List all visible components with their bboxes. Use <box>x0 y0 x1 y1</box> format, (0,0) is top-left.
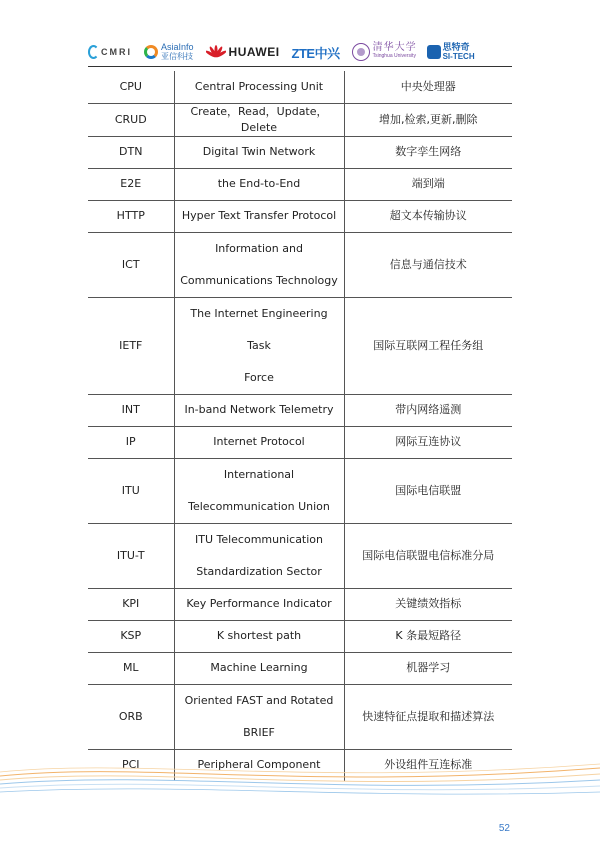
zte-logo-text: ZTE中兴 <box>291 45 340 61</box>
chinese-term-cell: 增加,检索,更新,删除 <box>344 103 512 136</box>
asiainfo-logo-text-en: AsiaInfo <box>161 42 194 52</box>
table-row <box>88 394 512 426</box>
table-row <box>88 523 512 588</box>
page-number: 52 <box>498 823 510 834</box>
table-row <box>88 136 512 168</box>
table-row <box>88 71 512 103</box>
header-rule <box>88 66 512 67</box>
cmri-logo <box>88 45 132 59</box>
english-term-cell <box>174 297 344 394</box>
sitech-mark-icon <box>427 45 441 59</box>
huawei-logo <box>206 44 280 60</box>
table-row <box>88 620 512 652</box>
table-row <box>88 103 512 136</box>
english-term-cell <box>174 458 344 523</box>
english-term-line: Digital Twin Network <box>202 145 316 158</box>
english-term-line: In-band Network Telemetry <box>184 403 334 416</box>
abbr-cell: CRUD <box>88 103 174 136</box>
english-term-cell <box>174 426 344 458</box>
chinese-term-cell: 数字孪生网络 <box>344 136 512 168</box>
abbr-cell: ITU <box>88 458 174 523</box>
tsinghua-seal-icon <box>352 43 370 61</box>
english-term-cell <box>174 200 344 232</box>
asiainfo-ring-icon <box>144 45 158 59</box>
english-term-line: Oriented FAST and Rotated <box>184 693 334 707</box>
table-row <box>88 168 512 200</box>
english-term-line: Create，Read，Update，Delete <box>190 104 328 134</box>
english-term-cell <box>174 232 344 297</box>
chinese-term-cell: 超文本传输协议 <box>344 200 512 232</box>
abbr-cell: ORB <box>88 684 174 749</box>
english-term-line: the End-to-End <box>217 177 301 190</box>
zte-logo <box>292 43 340 62</box>
tsinghua-logo-text-en: Tsinghua University <box>372 53 416 59</box>
english-term-line: Internet Protocol <box>213 435 305 448</box>
abbr-cell: PCI <box>121 758 140 772</box>
cmri-logo-text: CMRI <box>101 47 132 57</box>
english-term-line: Information and <box>215 241 303 255</box>
sitech-logo-text-cn: 思特奇 <box>442 42 470 52</box>
english-term-cell <box>174 620 344 652</box>
english-term-line: Force <box>244 370 274 384</box>
chinese-term-cell: 网际互连协议 <box>344 426 512 458</box>
chinese-term-cell: K 条最短路径 <box>344 620 512 652</box>
abbr-cell: INT <box>88 394 174 426</box>
table-row <box>88 297 512 394</box>
chinese-term-cell: 信息与通信技术 <box>344 232 512 297</box>
table-row <box>88 588 512 620</box>
english-term-cell <box>174 652 344 684</box>
english-term-line: International <box>223 467 295 481</box>
chinese-term-cell: 端到端 <box>344 168 512 200</box>
english-term-cell <box>174 588 344 620</box>
tsinghua-logo <box>352 43 417 61</box>
english-term-cell <box>174 168 344 200</box>
english-term-line: ITU Telecommunication <box>194 532 324 546</box>
english-term-line: The Internet Engineering Task <box>190 306 328 352</box>
english-term-cell <box>174 394 344 426</box>
english-term-line: BRIEF <box>243 725 275 739</box>
english-term-line: Standardization Sector <box>196 564 322 578</box>
english-term-cell <box>174 136 344 168</box>
chinese-term-cell: 国际电信联盟 <box>344 458 512 523</box>
huawei-flower-icon <box>206 44 226 60</box>
english-term-line: Peripheral Component <box>197 758 321 772</box>
sitech-logo <box>427 43 475 61</box>
english-term-line: Central Processing Unit <box>194 79 324 93</box>
chinese-term-cell: 中央处理器 <box>344 71 512 103</box>
table-row <box>88 458 512 523</box>
abbr-cell: HTTP <box>88 200 174 232</box>
chinese-term-cell: 外设组件互连标准 <box>344 749 512 781</box>
english-term-cell <box>174 103 344 136</box>
abbr-cell: E2E <box>88 168 174 200</box>
table-row <box>88 200 512 232</box>
abbr-cell: KSP <box>88 620 174 652</box>
decorative-waves <box>0 756 600 806</box>
partner-logos <box>88 40 518 64</box>
english-term-line: Communications Technology <box>180 273 338 287</box>
abbr-cell: DTN <box>88 136 174 168</box>
abbr-cell: IETF <box>88 297 174 394</box>
table-row <box>88 232 512 297</box>
abbr-cell: IP <box>88 426 174 458</box>
cmri-swoosh-icon <box>88 45 99 59</box>
english-term-line: Telecommunication Union <box>188 499 330 513</box>
abbr-cell: KPI <box>88 588 174 620</box>
english-term-line: K shortest path <box>216 629 302 642</box>
chinese-term-cell: 关键绩效指标 <box>344 588 512 620</box>
chinese-term-cell: 国际电信联盟电信标准分局 <box>344 523 512 588</box>
huawei-logo-text: HUAWEI <box>228 45 280 59</box>
asiainfo-logo <box>144 42 194 62</box>
english-term-line: Machine Learning <box>210 661 308 674</box>
asiainfo-logo-text-cn: 亚信科技 <box>161 52 193 61</box>
table-row <box>88 652 512 684</box>
chinese-term-cell: 国际互联网工程任务组 <box>344 297 512 394</box>
abbreviation-table <box>88 71 512 781</box>
chinese-term-cell: 机器学习 <box>344 652 512 684</box>
english-term-line: Hyper Text Transfer Protocol <box>181 209 337 222</box>
tsinghua-logo-text-cn: 清华大学 <box>372 42 417 53</box>
abbr-cell: CPU <box>88 71 174 103</box>
english-term-cell <box>174 684 344 749</box>
english-term-cell <box>174 71 344 103</box>
chinese-term-cell: 快速特征点提取和描述算法 <box>344 684 512 749</box>
table-row <box>88 684 512 749</box>
abbr-cell: ML <box>88 652 174 684</box>
english-term-cell <box>174 523 344 588</box>
english-term-line: Key Performance Indicator <box>186 597 332 610</box>
table-row <box>88 426 512 458</box>
chinese-term-cell: 带内网络遥测 <box>344 394 512 426</box>
abbr-cell: ITU-T <box>88 523 174 588</box>
sitech-logo-text-en: SI-TECH <box>442 52 475 61</box>
abbr-cell: ICT <box>88 232 174 297</box>
